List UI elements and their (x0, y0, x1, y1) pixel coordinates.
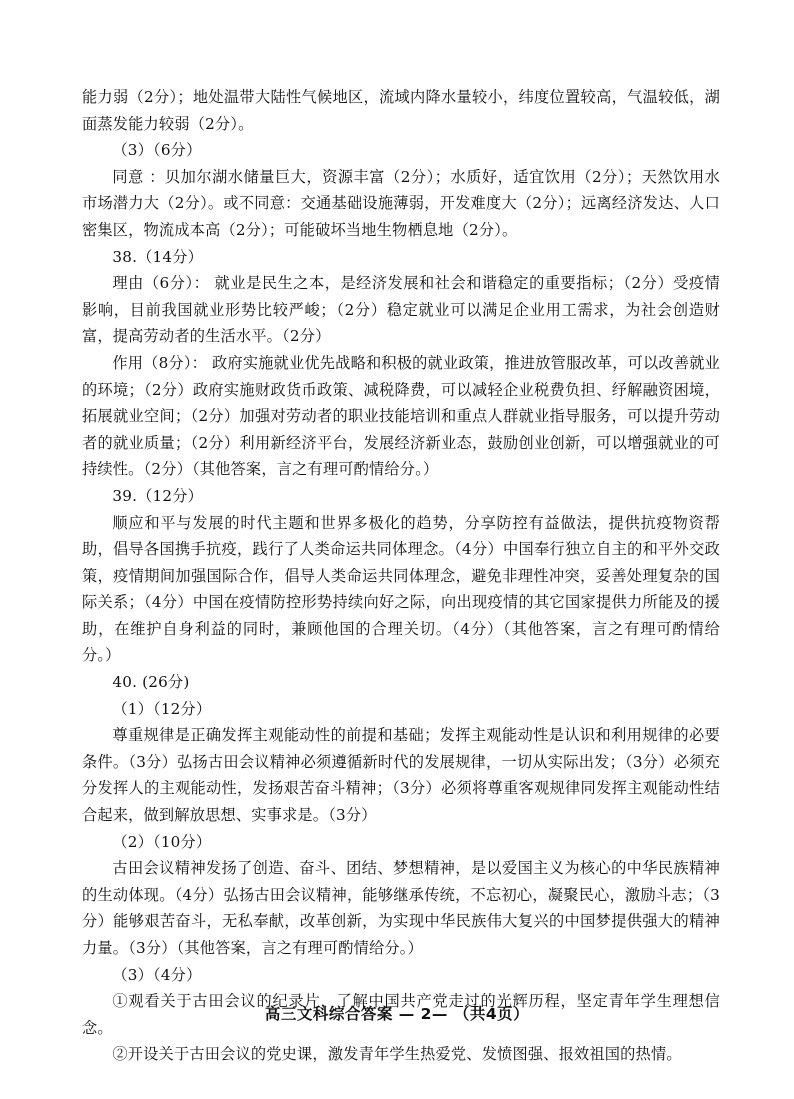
answer-paragraph: 理由（6分）： 就业是民生之本，是经济发展和社会和谐稳定的重要指标；（2分）受疫情影响，目前我国就业形势比较严峻；（2分）稳定就业可以满足企业用工需求，为社会创造财富，提高劳动者的生活水平。（2分） (82, 274, 720, 346)
answer-paragraph: （1）（12分） (112, 699, 212, 718)
answer-paragraph: ①观看关于古田会议的纪录片，了解中国共产党走过的光辉历程，坚定青年学生理想信念。 (82, 992, 720, 1037)
page-footer: 高三文科综合答案 — 2— （共4页） (264, 1005, 530, 1023)
answer-paragraph: 38.（14分） (112, 247, 204, 266)
answer-paragraph: 尊重规律是正确发挥主观能动性的前提和基础；发挥主观能动性是认识和利用规律的必要条件。（3分）弘扬古田会议精神必须遵循新时代的发展规律，一切从实际出发；（3分）必须充分发挥人的主观能动性，发扬艰苦奋斗精神；（3分）必须将尊重客观规律同发挥主观能动性结合起来，做到解放思想、实事求是。（3分） (82, 726, 720, 825)
answer-paragraph: （3）（6分） (112, 141, 202, 160)
answer-paragraph: ②开设关于古田会议的党史课，激发青年学生热爱党、发愤图强、报效祖国的热情。 (112, 1045, 682, 1064)
answer-paragraph: （2）（10分） (112, 832, 212, 851)
answer-paragraph: 作用（8分）： 政府实施就业优先战略和积极的就业政策，推进放管服改革，可以改善就业的环境；（2分）政府实施财政货币政策、减税降费，可以减轻企业税费负担、纾解融资困境，拓展就业空间；（2分）加强对劳动者的职业技能培训和重点人群就业指导服务，可以提升劳动者的就业质量；（2分）利用新经济平台，发展经济新业态，鼓励创业创新，可以增强就业的可持续性。（2分）（其他答案，言之有理可酌情给分。） (82, 353, 720, 479)
answer-body (82, 84, 720, 1068)
answer-paragraph: 能力弱（2分）；地处温带大陆性气候地区，流域内降水量较小，纬度位置较高，气温较低，湖面蒸发能力较弱（2分）。 (82, 88, 720, 133)
answer-paragraph: 40. (26分) (112, 673, 190, 692)
answer-paragraph: 39.（12分） (112, 486, 204, 505)
answer-paragraph: 顺应和平与发展的时代主题和世界多极化的趋势，分享防控有益做法，提供抗疫物资帮助，倡导各国携手抗疫，践行了人类命运共同体理念。（4分）中国奉行独立自主的和平外交政策，疫情期间加强国际合作，倡导人类命运共同体理念，避免非理性冲突，妥善处理复杂的国际关系；（4分）中国在疫情防控形势持续向好之际，向出现疫情的其它国家提供力所能及的援助，在维护自身利益的同时，兼顾他国的合理关切。（4分）（其他答案，言之有理可酌情给分。） (82, 513, 720, 665)
answer-paragraph: （3）（4分） (112, 965, 202, 984)
answer-paragraph: 古田会议精神发扬了创造、奋斗、团结、梦想精神，是以爱国主义为核心的中华民族精神的生动体现。（4分）弘扬古田会议精神，能够继承传统，不忘初心，凝聚民心，激励斗志；（3分）能够艰苦奋斗，无私奉献，改革创新，为实现中华民族伟大复兴的中国梦提供强大的精神力量。（3分）（其他答案，言之有理可酌情给分。） (82, 859, 720, 957)
answer-paragraph: 同意 ：贝加尔湖水储量巨大，资源丰富（2分）；水质好，适宜饮用（2分）；天然饮用水市场潜力大（2分）。或不同意：交通基础设施薄弱，开发难度大（2分）；远离经济发达、人口密集区，物流成本高（2分）；可能破坏当地生物栖息地（2分）。 (82, 167, 720, 239)
